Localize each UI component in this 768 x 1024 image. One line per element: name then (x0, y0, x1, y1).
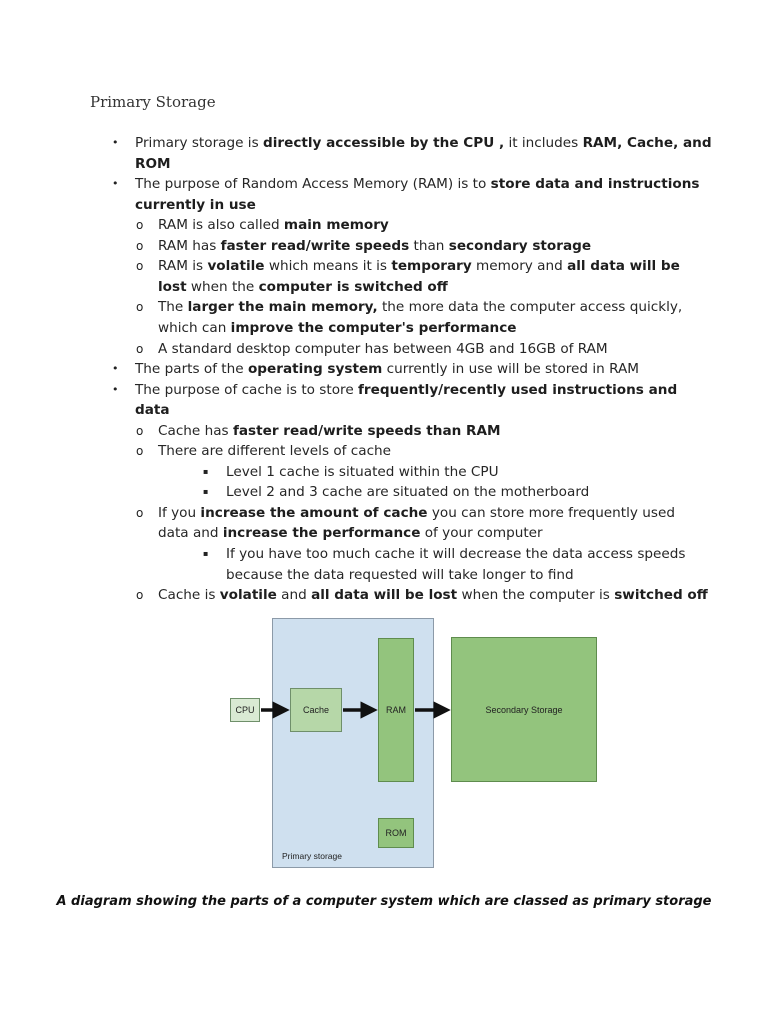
bullet-marker: o (136, 444, 144, 458)
text-line (158, 585, 708, 605)
text-span: Primary storage is (135, 135, 263, 151)
text-line (158, 318, 517, 338)
cpu-label: CPU (235, 705, 255, 715)
text-line (226, 565, 574, 585)
bold-text: operating system (247, 361, 383, 377)
text-span: which means it is (264, 258, 392, 274)
bold-text: larger the main memory, (187, 299, 378, 315)
text-span: data and (158, 525, 223, 541)
text-span: If you have too much cache it will decrease the data access speeds (226, 546, 686, 562)
text-span: RAM is also called (158, 217, 284, 233)
text-line (158, 215, 389, 235)
bold-text: store data and instructions (490, 176, 700, 192)
bold-text: all data will be lost (311, 587, 458, 603)
diagram-arrows (220, 615, 610, 875)
bold-text: frequently/recently used instructions and (358, 382, 678, 398)
text-span: Cache has (158, 423, 233, 439)
text-span: There are different levels of cache (158, 443, 392, 459)
bold-text: increase the performance (222, 525, 421, 541)
text-line (135, 359, 639, 379)
text-line (158, 523, 543, 543)
text-span: If you (158, 505, 201, 521)
bullet-marker: o (136, 342, 144, 356)
text-line (226, 482, 589, 502)
text-span: of your computer (420, 525, 543, 541)
text-line (226, 462, 499, 482)
text-line (226, 544, 685, 564)
cache-label: Cache (302, 705, 329, 715)
bold-text: secondary storage (448, 238, 592, 254)
bullet-marker: o (136, 239, 144, 253)
text-span: RAM is (158, 258, 208, 274)
text-span: and (276, 587, 312, 603)
text-line (158, 256, 680, 276)
text-span: when the (186, 279, 259, 295)
bold-text: lost (158, 279, 187, 295)
bullet-marker: • (112, 383, 119, 396)
text-line (135, 400, 170, 420)
text-span: than (409, 238, 449, 254)
text-line (135, 133, 712, 153)
primary-storage-label: Primary storage (282, 851, 342, 861)
text-line (158, 503, 675, 523)
bullet-marker: ▪ (203, 467, 209, 476)
text-line (158, 441, 391, 461)
text-span: Level 1 cache is situated within the CPU (226, 464, 499, 480)
text-line (135, 174, 699, 194)
bullet-marker: ▪ (203, 487, 209, 496)
bold-text: temporary (391, 258, 472, 274)
text-line (135, 380, 677, 400)
text-line (158, 421, 501, 441)
text-span: which can (158, 320, 231, 336)
text-line (158, 297, 682, 317)
text-span: currently in use will be stored in RAM (382, 361, 640, 377)
text-span: when the computer is (457, 587, 615, 603)
bold-text: directly accessible by the CPU , (263, 135, 505, 151)
bold-text: volatile (219, 587, 277, 603)
bold-text: ROM (135, 156, 171, 172)
bullet-marker: • (112, 136, 119, 149)
bold-text: all data will be (567, 258, 680, 274)
diagram-caption: A diagram showing the parts of a computer system which are classed as primary storage (56, 894, 712, 909)
text-span: you can store more frequently used (427, 505, 675, 521)
primary-storage-diagram (220, 615, 610, 875)
bullet-marker: ▪ (203, 549, 209, 558)
text-span: The parts of the (135, 361, 248, 377)
secondary-storage-label: Secondary Storage (485, 704, 563, 715)
bold-text: switched off (614, 587, 708, 603)
bullet-marker: o (136, 588, 144, 602)
bold-text: computer is switched off (258, 279, 448, 295)
text-span: The (158, 299, 188, 315)
text-span: because the data requested will take longer to find (226, 567, 574, 583)
text-span: The purpose of Random Access Memory (RAM) is to (135, 176, 491, 192)
bullet-marker: • (112, 362, 119, 375)
text-line (158, 236, 591, 256)
bold-text: faster read/write speeds than RAM (232, 423, 501, 439)
text-span: A standard desktop computer has between 4GB and 16GB of RAM (158, 341, 608, 357)
text-line (135, 195, 256, 215)
bold-text: currently in use (135, 197, 256, 213)
bold-text: faster read/write speeds (220, 238, 410, 254)
bold-text: main memory (283, 217, 389, 233)
text-span: memory and (471, 258, 568, 274)
bullet-marker: • (112, 177, 119, 190)
bold-text: data (135, 402, 170, 418)
bullet-marker: o (136, 300, 144, 314)
bold-text: increase the amount of cache (200, 505, 428, 521)
bullet-marker: o (136, 218, 144, 232)
text-span: it includes (504, 135, 583, 151)
bold-text: RAM, Cache, and (582, 135, 712, 151)
text-span: RAM has (158, 238, 221, 254)
bullet-marker: o (136, 259, 144, 273)
text-line (158, 339, 608, 359)
rom-label: ROM (385, 828, 407, 838)
text-line (158, 277, 448, 297)
ram-label: RAM (386, 705, 406, 715)
bullet-marker: o (136, 424, 144, 438)
bold-text: volatile (207, 258, 265, 274)
section-title: Primary Storage (90, 93, 216, 111)
text-span: The purpose of cache is to store (135, 382, 359, 398)
text-line (135, 154, 171, 174)
text-span: Level 2 and 3 cache are situated on the motherboard (226, 484, 590, 500)
bold-text: improve the computer's performance (230, 320, 517, 336)
bullet-marker: o (136, 506, 144, 520)
text-span: the more data the computer access quickly, (377, 299, 683, 315)
text-span: Cache is (158, 587, 220, 603)
